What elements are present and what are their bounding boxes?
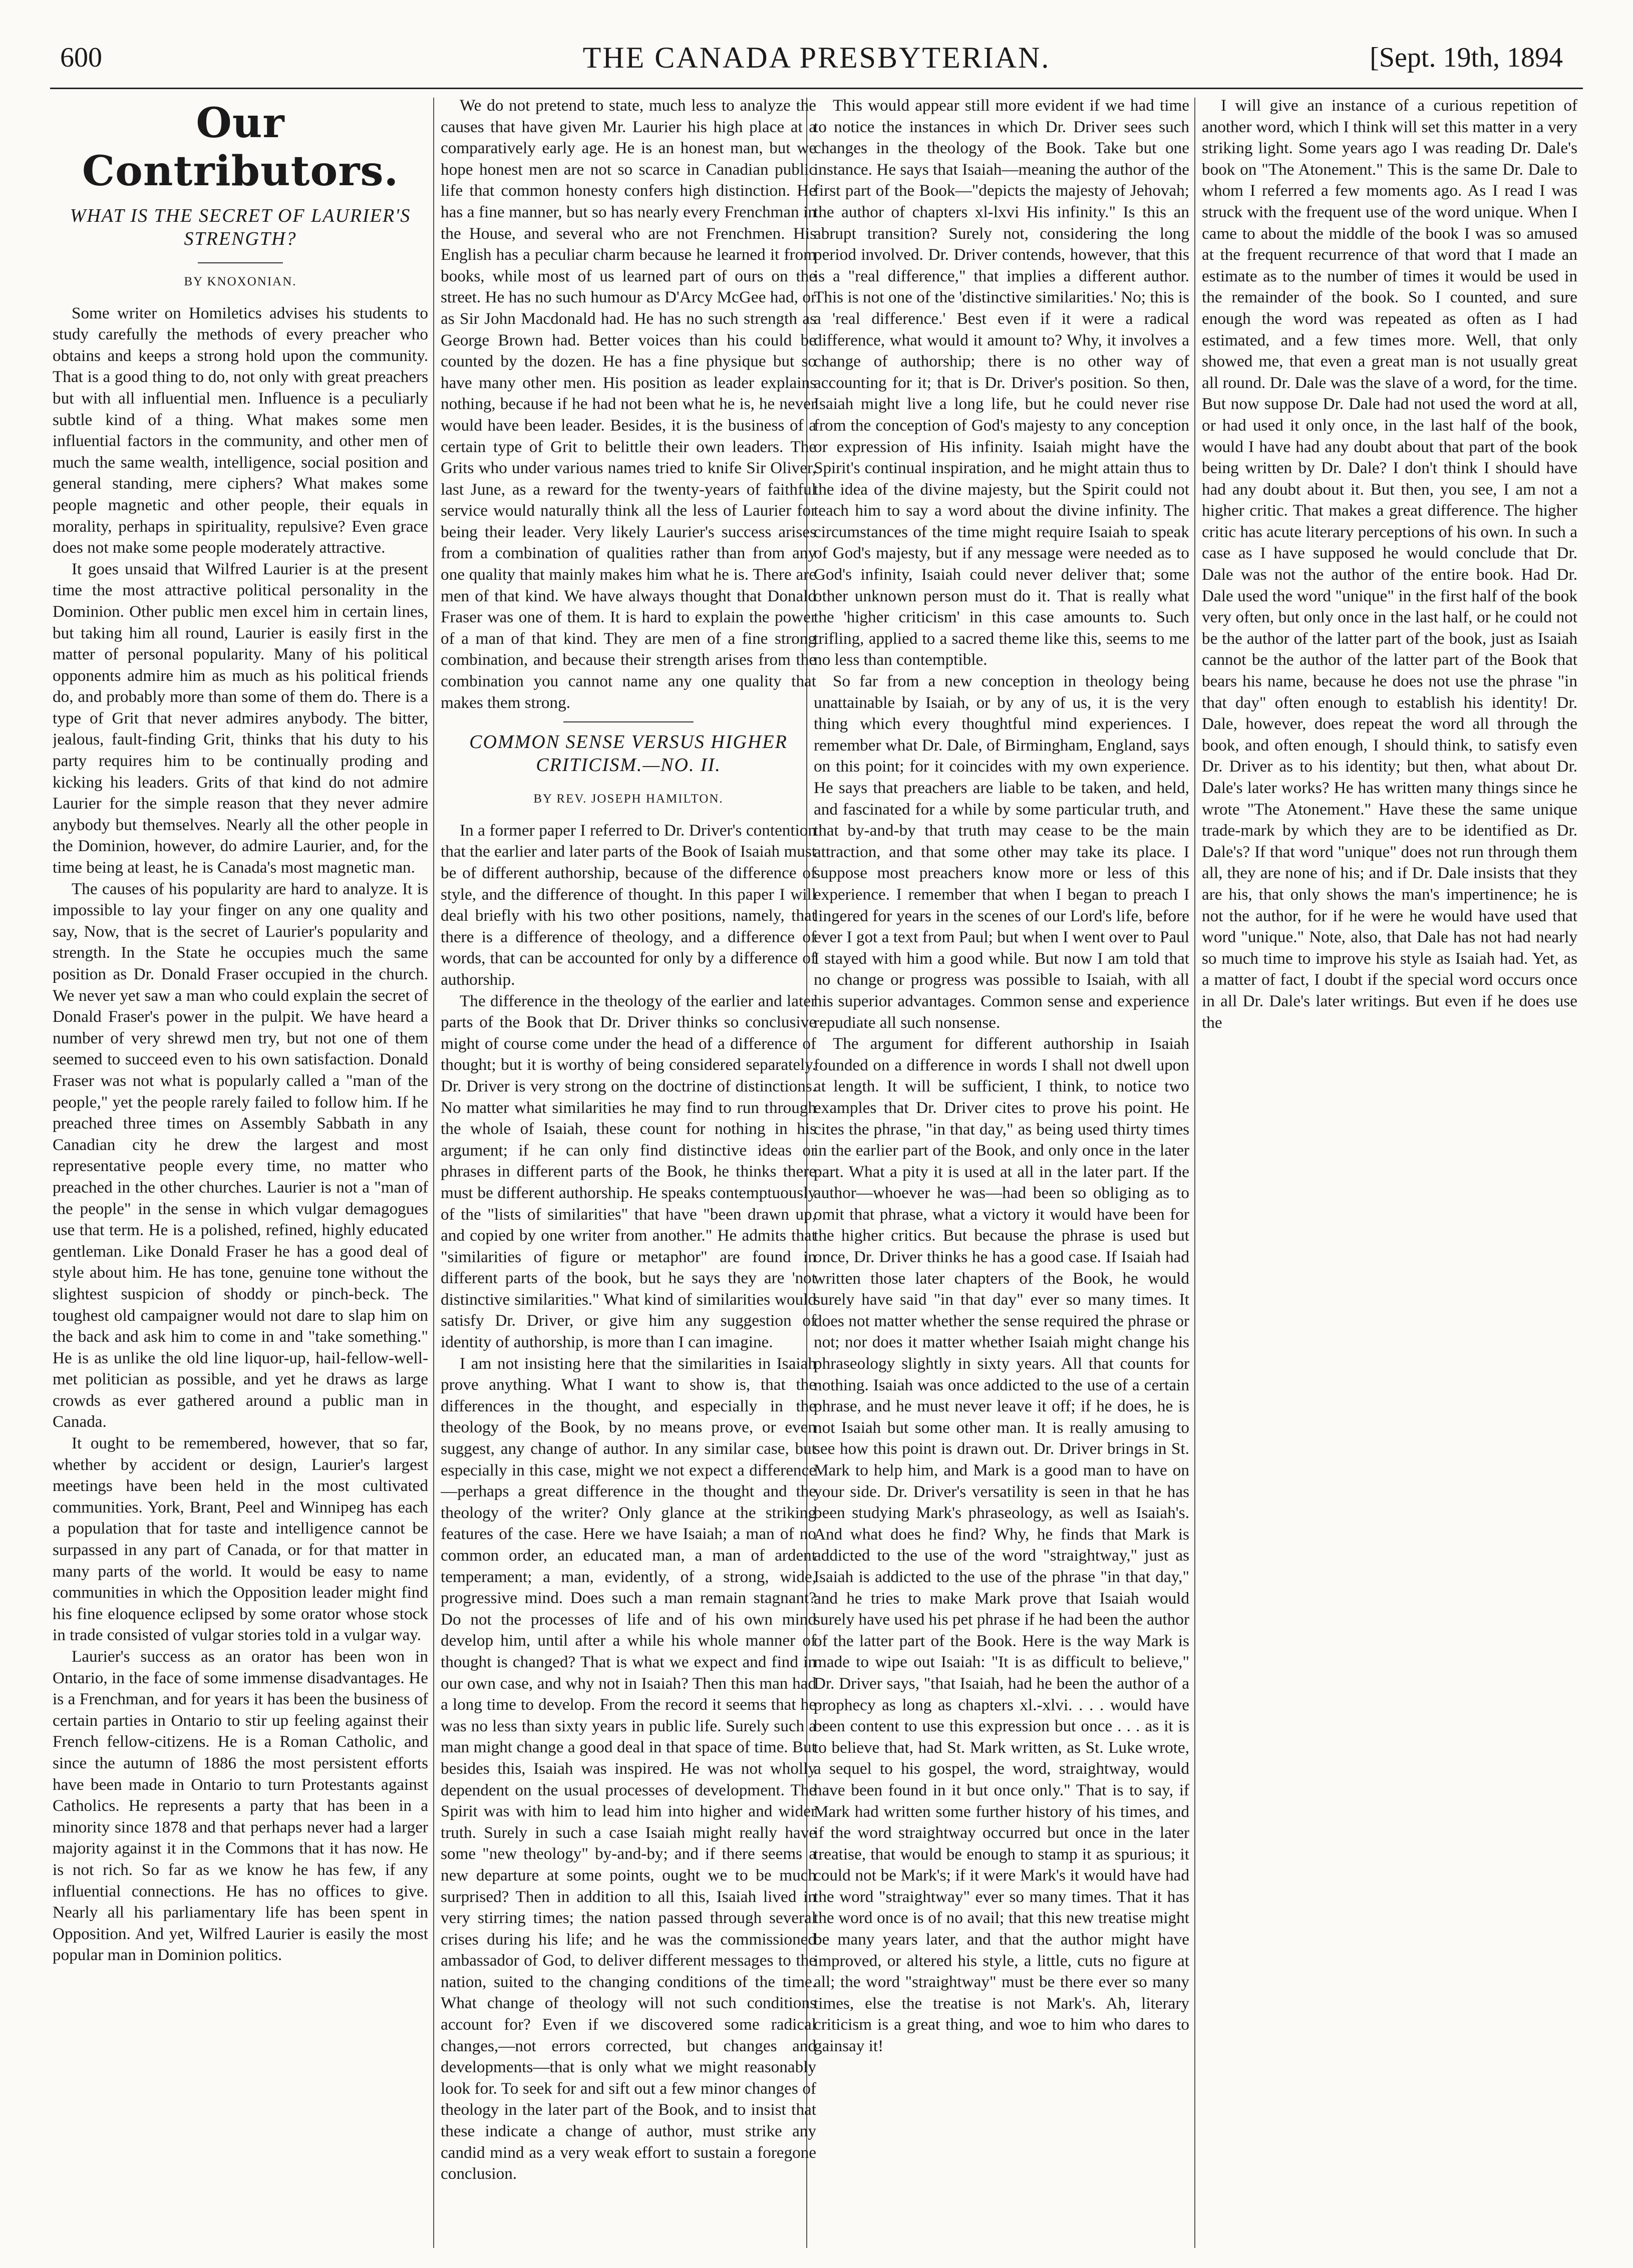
article-title: WHAT IS THE SECRET OF LAURIER'S STRENGTH? — [70, 205, 411, 249]
section-title: Our Contributors. — [82, 99, 399, 195]
page-number: 600 — [60, 42, 102, 73]
paragraph: Laurier's success as an orator has been won in Ontario, in the face of some immense disadvantages. He is a Frenchman, and for years it has been the business of certain parties in Ontario to stir up feeling against their French fellow-citizens. He is a Roman Catholic, and since the autumn of 1886 the most persistent efforts have been made in Ontario to turn Protestants against Catholics. He represents a party that has been in a minority since 1878 and that perhaps never had a larger majority against it in the Commons that it has now. He is not rich. So far as we know he has few, if any influential connections. He has no offices to give. Nearly all his parliamentary life has been spent in Opposition. And yet, Wilfred Laurier is easily the most popular man in Dominion politics. — [53, 1647, 428, 1965]
paragraph: This would appear still more evident if we had time to notice the instances in which Dr. Driver sees such changes in the theology of the Book. Take but one instance. He says that Isaiah—meaning the author of the first part of the Book—"depicts the majesty of Jehovah; the author of chapters xl-lxvi His infinity." Is this an abrupt transition? Surely not, considering the long period involved. Dr. Driver contends, however, that this is a "real difference," that implies a different author. This is not one of the 'distinctive similarities.' No; this is a 'real difference.' Best even if it were a radical difference, what would it amount to? Why, it involves a change of authorship; there is no other way of accounting for it; that is Dr. Driver's position. So then, Isaiah might live a long life, but he could never rise from the conception of God's majesty to any conception or expression of His infinity. Isaiah might have the Spirit's continual inspiration, and he might attain thus to the idea of the divine majesty, but the Spirit could not teach him to say a word about the divine infinity. The circumstances of the time might require Isaiah to speak of God's majesty, but if any message were needed as to God's infinity, Isaiah could never deliver that; some other unknown person must do it. That is really what the 'higher criticism' in this case amounts to. Such trifling, applied to a sacred theme like this, seems to me no less than contemptible. — [814, 96, 1189, 669]
issue-date: [Sept. 19th, 1894 — [1370, 42, 1563, 73]
paragraph: It goes unsaid that Wilfred Laurier is at the present time the most attractive political personality in the Dominion. Other public men excel him in certain lines, but taking him all round, Laurier is easily first in the matter of personal popularity. Many of his political opponents admire him as much as his political friends do, and probably more than some of them do. There is a type of Grit that never admires anybody. The bitter, jealous, fault-finding Grit, thinks that his duty to his party requires him to be continually proding and kicking his leaders. Grits of that kind do not admire Laurier for the simple reason that they never admire anybody but themselves. Nearly all the other people in the Dominion, however, do admire Laurier, and, for the time being at least, he is Canada's most magnetic man. — [53, 559, 428, 877]
paragraph: In a former paper I referred to Dr. Driver's contention that the earlier and later parts of the Book of Isaiah must be of different authorship, because of the difference of style, and the difference of thought. In this paper I will deal briefly with his two other positions, namely, that there is a difference of theology, and a difference of words, that can be accounted for only by a difference of authorship. — [441, 821, 816, 989]
article-byline: BY REV. JOSEPH HAMILTON. — [533, 792, 724, 806]
article-byline: BY KNOXONIAN. — [184, 275, 297, 288]
column-rule — [433, 98, 434, 2248]
column-3 — [814, 95, 1189, 2250]
column-1 — [53, 95, 428, 2250]
paragraph: The causes of his popularity are hard to analyze. It is impossible to lay your finger on any one quality and say, Now, that is the secret of Laurier's popularity and strength. In the State he occupies much the same position as Dr. Donald Fraser occupied in the church. We never yet saw a man who could explain the secret of Donald Fraser's power in the pulpit. We have heard a number of very shrewd men try, but not one of them seemed to succeed even to his own satisfaction. Donald Fraser was not what is popularly called a "man of the people," yet the people rarely failed to follow him. If he preached three times on Assembly Sabbath in any Canadian city he drew the largest and most representative people every time, no matter who preached in the other churches. Laurier is not a "man of the people" in the sense in which vulgar demagogues use that term. He is a polished, refined, highly educated gentleman. Like Donald Fraser he has a good deal of style about him. He has tone, genuine tone without the slightest suspicion of shoddy or pinch-beck. The toughest old campaigner would not dare to slap him on the back and ask him to come in and "take something." He is as unlike the old line liquor-up, hail-fellow-well-met politician as possible, and yet he draws as large crowds as ever gathered around a public man in Canada. — [53, 879, 428, 1431]
paragraph: I am not insisting here that the similarities in Isaiah prove anything. What I want to show is, that the differences in the thought, and especially in the theology of the Book, by no means prove, or even suggest, any change of author. In any similar case, but especially in this case, might we not expect a difference—perhaps a great difference in the thought and the theology of the writer? Only glance at the striking features of the case. Here we have Isaiah; a man of no common order, an educated man, a man of ardent temperament; a man, evidently, of a strong, wide, progressive mind. Does such a man remain stagnant? Do not the processes of life and of his own mind develop him, until after a while his whole manner of thought is changed? That is what we expect and find in our own case, and why not in Isaiah? Then this man had a long time to develop. From the record it seems that he was no less than sixty years in public life. Surely such a man might change a good deal in that space of time. But besides this, Isaiah was inspired. He was not wholly dependent on the usual processes of development. The Spirit was with him to lead him into higher and wider truth. Surely in such a case Isaiah might really have some "new theology" by-and-by; and if there seems a new departure at some points, ought we to be much surprised? Then in addition to all this, Isaiah lived in very stirring times; the nation passed through several crises during his life; and he was the commissioned ambassador of God, to deliver different messages to the nation, suited to the changing conditions of the time. What change of theology will not such conditions account for? Even if we discovered some radical changes,—not errors corrected, but changes and developments—that is only what we might reasonably look for. To seek for and sift out a few minor changes of theology in the later part of the Book, and to insist that these indicate a change of author, must strike any candid mind as a very weak effort to sustain a foregone conclusion. — [441, 1354, 816, 2183]
paragraph: The argument for different authorship in Isaiah founded on a difference in words I shall not dwell upon at length. It will be sufficient, I think, to notice two examples that Dr. Driver cites to prove his point. He cites the phrase, "in that day," as being used thirty times in the earlier part of the Book, and only once in the later part. What a pity it is used at all in the later part. If the author—whoever he was—had been so obliging as to omit that phrase, what a victory it would have been for the higher critics. But because the phrase is used but once, Dr. Driver thinks he has a good case. If Isaiah had written those later chapters of the Book, he would surely have said "in that day" ever so many times. It does not matter whether the sense required the phrase or not; nor does it matter whether Isaiah might change his phraseology slightly in sixty years. All that counts for nothing. Isaiah was once addicted to the use of a certain phrase, and he must never leave it off; if he does, he is not Isaiah but some other man. It is really amusing to see how this point is drawn out. Dr. Driver brings in St. Mark to help him, and Mark is a good man to have on your side. Dr. Driver's versatility is seen in that he has been studying Mark's phraseology, as well as Isaiah's. And what does he find? Why, he finds that Mark is addicted to the use of the word "straightway," just as Isaiah is addicted to the use of the phrase "in that day," and he tries to make Mark prove that Isaiah would surely have used his pet phrase if he had been the author of the latter part of the Book. Here is the way Mark is made to wipe out Isaiah: "It is as difficult to believe," Dr. Driver says, "that Isaiah, had he been the author of a prophecy as long as chapters xl.-xlvi. . . . would have been content to use this expression but once . . . as it is to believe that, had St. Mark written, as St. Luke wrote, a sequel to his gospel, the word, straightway, would have been found in it but once only." That is to say, if Mark had written some further history of his times, and if the word straightway occurred but once in the later treatise, that would be enough to stamp it as spurious; it could not be Mark's; if it were Mark's it would have had the word "straightway" ever so many times. That it has the word once is of no avail; that this new treatise might be many years later, and that the author might have improved, or altered his style, a little, cuts no figure at all; the word "straightway" must be there ever so many times, else the treatise is not Mark's. Ah, literary criticism is a great thing, and woe to him who dares to gainsay it! — [814, 1034, 1189, 2056]
paragraph: We do not pretend to state, much less to analyze the causes that have given Mr. Laurier his high place at a comparatively early age. He is an honest man, but we hope honest men are not so scarce in Canadian public life that common honesty confers high distinction. He has a fine manner, but so has nearly every Frenchman in the House, and several who are not Frenchmen. His English has a peculiar charm because he learned it from books, while most of us learned part of ours on the street. He has no such humour as D'Arcy McGee had, or as Sir John Macdonald had. He has no such strength as George Brown had. Better voices than his could be counted by the dozen. He has a fine physique but so have many other men. His position as leader explains nothing, because if he had not been what he is, he never would have been leader. Besides, it is the business of a certain type of Grit to belittle their own leaders. The Grits who under various names tried to knife Sir Oliver, last June, as a reward for the twenty-years of faithful service would naturally think all the less of Laurier for being their leader. Very likely Laurier's success arises from a combination of qualities rather than from any one quality that mainly makes him what he is. There are men of that kind. We have always thought that Donald Fraser was one of them. It is hard to explain the power of a man of that kind. They are men of a fine strong combination, and because their strength arises from the combination you cannot name any one quality that makes them strong. — [441, 96, 816, 712]
header-rule — [50, 88, 1583, 89]
article-separator — [563, 721, 694, 722]
paragraph: The difference in the theology of the earlier and later parts of the Book that Dr. Driver thinks so conclusive might of course come under the head of a difference of thought; but it is worthy of being considered separately. Dr. Driver is very strong on the doctrine of distinctions. No matter what similarities he may find to run through the whole of Isaiah, these count for nothing in his argument; if he can only find distinctive ideas or phrases in different parts of the Book, he thinks there must be different authorship. He speaks contemptuously of the "lists of similarities" that have "been drawn up, and copied by one writer from another." He admits that "similarities of figure or metaphor" are found in different parts of the book, but he says they are 'not distinctive similarities." What kind of similarities would satisfy Dr. Driver, or give him any suggestion of identity of authorship, is more than I can imagine. — [441, 991, 816, 1352]
title-rule — [198, 262, 283, 263]
paragraph: It ought to be remembered, however, that so far, whether by accident or design, Laurier's largest meetings have been held in the most cultivated communities. York, Brant, Peel and Winnipeg has each a population that for taste and intelligence cannot be surpassed in any part of Canada, or for that matter in many parts of the world. It would be easy to name communities in which the Opposition leader might find his fine eloquence eclipsed by some orator whose stock in trade consisted of vulgar stories told in a vulgar way. — [53, 1434, 428, 1645]
paragraph: I will give an instance of a curious repetition of another word, which I think will set this matter in a very striking light. Some years ago I was reading Dr. Dale's book on "The Atonement." This is the same Dr. Dale to whom I referred a few moments ago. As I read I was struck with the frequent use of the word unique. When I came to about the middle of the book I was so amused at the frequent recurrence of that word that I made an estimate as to the number of times it would be used in the remainder of the book. So I counted, and sure enough the word was repeated as often as I had estimated, and a few times more. Well, that only showed me, that even a great man is not usually great all round. Dr. Dale was the slave of a word, for the time. But now suppose Dr. Dale had not used the word at all, or had used it only once, in the last half of the book, would I have had any doubt about that part of the book being written by Dr. Dale? I don't think I should have had any doubt about it. But then, you see, I am not a higher critic. That makes a great difference. The higher critic has acute literary perceptions of his own. In such a case as I have supposed he would conclude that Dr. Dale was not the author of the entire book. Had Dr. Dale used the word "unique" in the first half of the book very often, but only once in the last half, or he could not be the author of the latter part of the book, just as Isaiah cannot be the author of the latter part of the Book that bears his name, because he does not use the phrase "in that day" often enough to establish his identity! Dr. Dale, however, does repeat the word all through the book, and often enough, I should think, to satisfy even Dr. Driver as to his identity; but then, what about Dr. Dale's later works? He has written many things since he wrote "The Atonement." Have these the same unique trade-mark by which they are to be identified as Dr. Dale's? If that word "unique" does not run through them all, they are none of his; and if Dr. Dale insists that they are his, that only shows the man's impertinence; he is not the author, for if he were he would have used that word "unique." Note, also, that Dale has not had nearly so much time to improve his style as Isaiah had. Yet, as a matter of fact, I doubt if the special word occurs once in all Dr. Dale's later writings. But even if he does use the — [1202, 96, 1577, 1032]
article-title: COMMON SENSE VERSUS HIGHER CRITICISM.—NO. II. — [469, 731, 788, 776]
column-rule — [1194, 98, 1195, 2248]
paragraph: So far from a new conception in theology being unattainable by Isaiah, or by any of us, it is the very thing which every thoughtful mind experiences. I remember what Dr. Dale, of Birmingham, England, says on this point; for it coincides with my own experience. He says that preachers are liable to be taken, and held, and fascinated for a while by some particular truth, and that by-and-by that truth may cease to be the main attraction, and that some other may take its place. I suppose most preachers know more or less of this experience. I remember that when I began to preach I lingered for years in the scenes of our Lord's life, before ever I got a text from Paul; but when I went over to Paul I stayed with him a good while. But now I am told that no change or progress was possible to Isaiah, with all his superior advantages. Common sense and experience repudiate all such nonsense. — [814, 672, 1189, 1032]
masthead-title: THE CANADA PRESBYTERIAN. — [582, 41, 1051, 74]
column-2 — [441, 95, 816, 2250]
paragraph: Some writer on Homiletics advises his students to study carefully the methods of every preacher who obtains and keeps a strong hold upon the community. That is a good thing to do, not only with great preachers but with all influential men. Influence is a peculiarly subtle kind of a thing. What makes some men influential factors in the community, and other men of much the same wealth, intelligence, social position and general standing, mere ciphers? What makes some people magnetic and other people, their equals in morality, perhaps in spirituality, repulsive? Even grace does not make some people moderately attractive. — [53, 303, 428, 557]
column-4 — [1202, 95, 1577, 2250]
